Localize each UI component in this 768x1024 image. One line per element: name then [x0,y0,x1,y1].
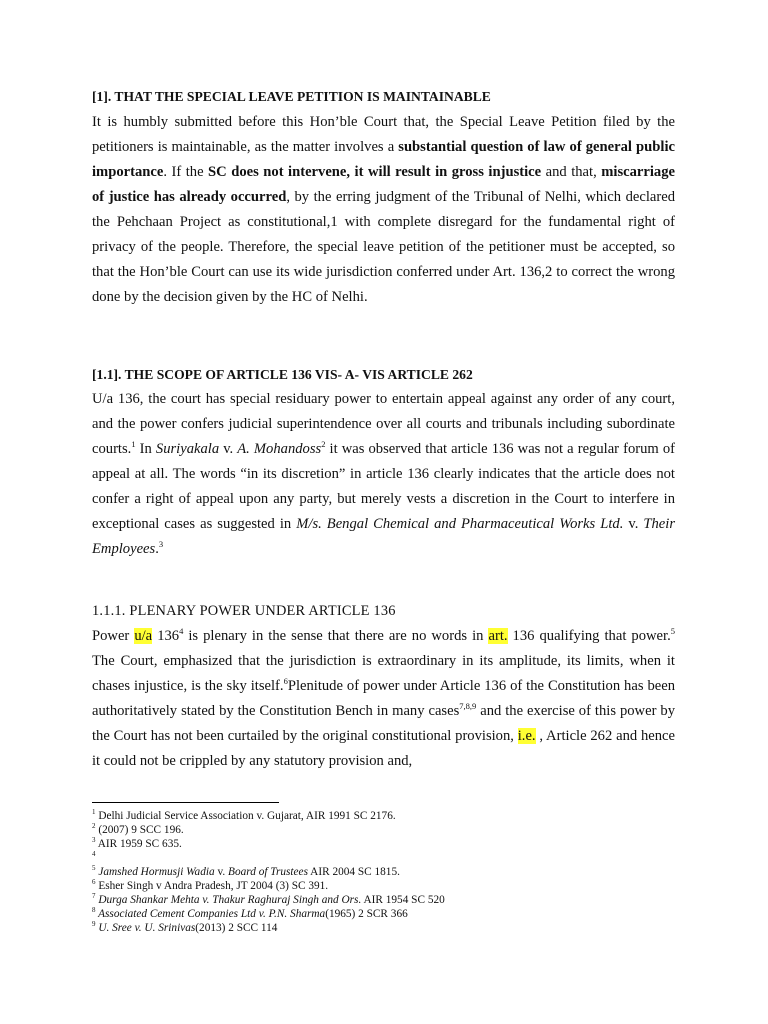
case-name: M/s. Bengal Chemical and Pharmaceutical Works Ltd. [296,516,624,532]
footnote-4: 4 [92,850,96,859]
footnote-7: $^7$ Durga Shankar Mehta v. Thakur Raghuraj Singh and Ors. AIR 1954 SC 520 [92,892,445,906]
footnote-ref[interactable]: 5 [670,626,675,637]
section-heading-1: [1]. THAT THE SPECIAL LEAVE PETITION IS MAINTAINABLE [92,89,491,104]
footnote-ref[interactable]: 1 [131,439,136,450]
paragraph-plenary-power: Power u/a $136^4$ is plenary in the sense that there are no words in art. 136 qualifying that power.$^5$ The Court, emphasized that the jurisdiction is extraordinary in its amplitude, its limits, when it chases injustice, is the sky itself.$^6$Plenitude of power under Article 136 of the Constitution has been authoritatively stated by the Constitution Bench in many cases$^{7,8,9}$ and the exercise of this power by the Court has not been curtailed by the original constitutional provision, i.e. , Article 262 and hence it could not be crippled by any statutory provision and, [92,626,676,769]
highlighted-text: u/a [134,628,153,644]
footnote-1: $^1$ Delhi Judicial Service Association v. Gujarat, AIR 1991 SC 2176. [92,808,396,822]
footnote-2: $^2$ (2007) 9 SCC 196. [92,822,184,836]
section-heading-1-1-1: 1.1.1. PLENARY POWER UNDER ARTICLE 136 [92,603,396,619]
footnote-divider [92,802,279,803]
footnote-5: $^5$ Jamshed Hormusji Wadia v. Board of Trustees AIR 2004 SC 1815. [92,864,400,878]
section-heading-1-1: [1.1]. THE SCOPE OF ARTICLE 136 VIS- A- VIS ARTICLE 262 [92,367,473,382]
footnote-3: $^3$ AIR 1959 SC 635. [92,836,182,850]
case-name: Their Employees [92,516,676,557]
footnote-ref[interactable]: 7,8,9 [459,701,477,712]
highlighted-text: i.e. [517,728,536,744]
footnote-ref[interactable]: 2 [321,439,326,450]
footnote-9: $^9$ U. Sree v. U. Srinivas(2013) 2 SCC 114 [92,920,278,934]
footnote-6: $^6$ Esher Singh v Andra Pradesh, JT 2004 (3) SC 391. [92,878,329,892]
footnote-ref[interactable]: 4 [179,626,184,637]
paragraph-maintainability: It is humbly submitted before this Hon’ble Court that, the Special Leave Petition filed by the petitioners is maintainable, as the matter involves a substantial question of law of general public importance. If the SC does not intervene, it will result in gross injustice and that, miscarriage of justice has already occurred, by the erring judgment of the Tribunal of Nelhi, which declared the Pehchaan Project as constitutional,1 with complete disregard for the fundamental right of privacy of the people. Therefore, the special leave petition of the petitioner must be accepted, so that the Hon’ble Court can use its wide jurisdiction conferred under Art. 136,2 to correct the wrong done by the decision given by the HC of Nelhi. [92,114,675,305]
case-name: A. Mohandoss [237,441,322,457]
footnote-ref[interactable]: 6 [283,676,288,687]
paragraph-scope-article-136: U/a 136, the court has special residuary power to entertain appeal against any order of any court, and the power confers judicial superintendence over all courts and tribunals including subordinate courts.$^1$ In Suriyakala v. A. Mohandoss$^2$ it was observed that article 136 was not a regular forum of appeal at all. The words “in its discretion” in article 136 clearly indicates that the article does not confer a right of appeal upon any party, but merely vests a discretion in the Court to interfere in exceptional cases as suggested in M/s. Bengal Chemical and Pharmaceutical Works Ltd. v. Their Employees.$^3$ [92,391,676,557]
case-name: Suriyakala [155,441,220,457]
footnote-8: $^8$ Associated Cement Companies Ltd v. P.N. Sharma(1965) 2 SCR 366 [92,906,408,920]
footnote-ref[interactable]: 3 [158,539,164,550]
highlighted-text: art. [488,628,508,644]
